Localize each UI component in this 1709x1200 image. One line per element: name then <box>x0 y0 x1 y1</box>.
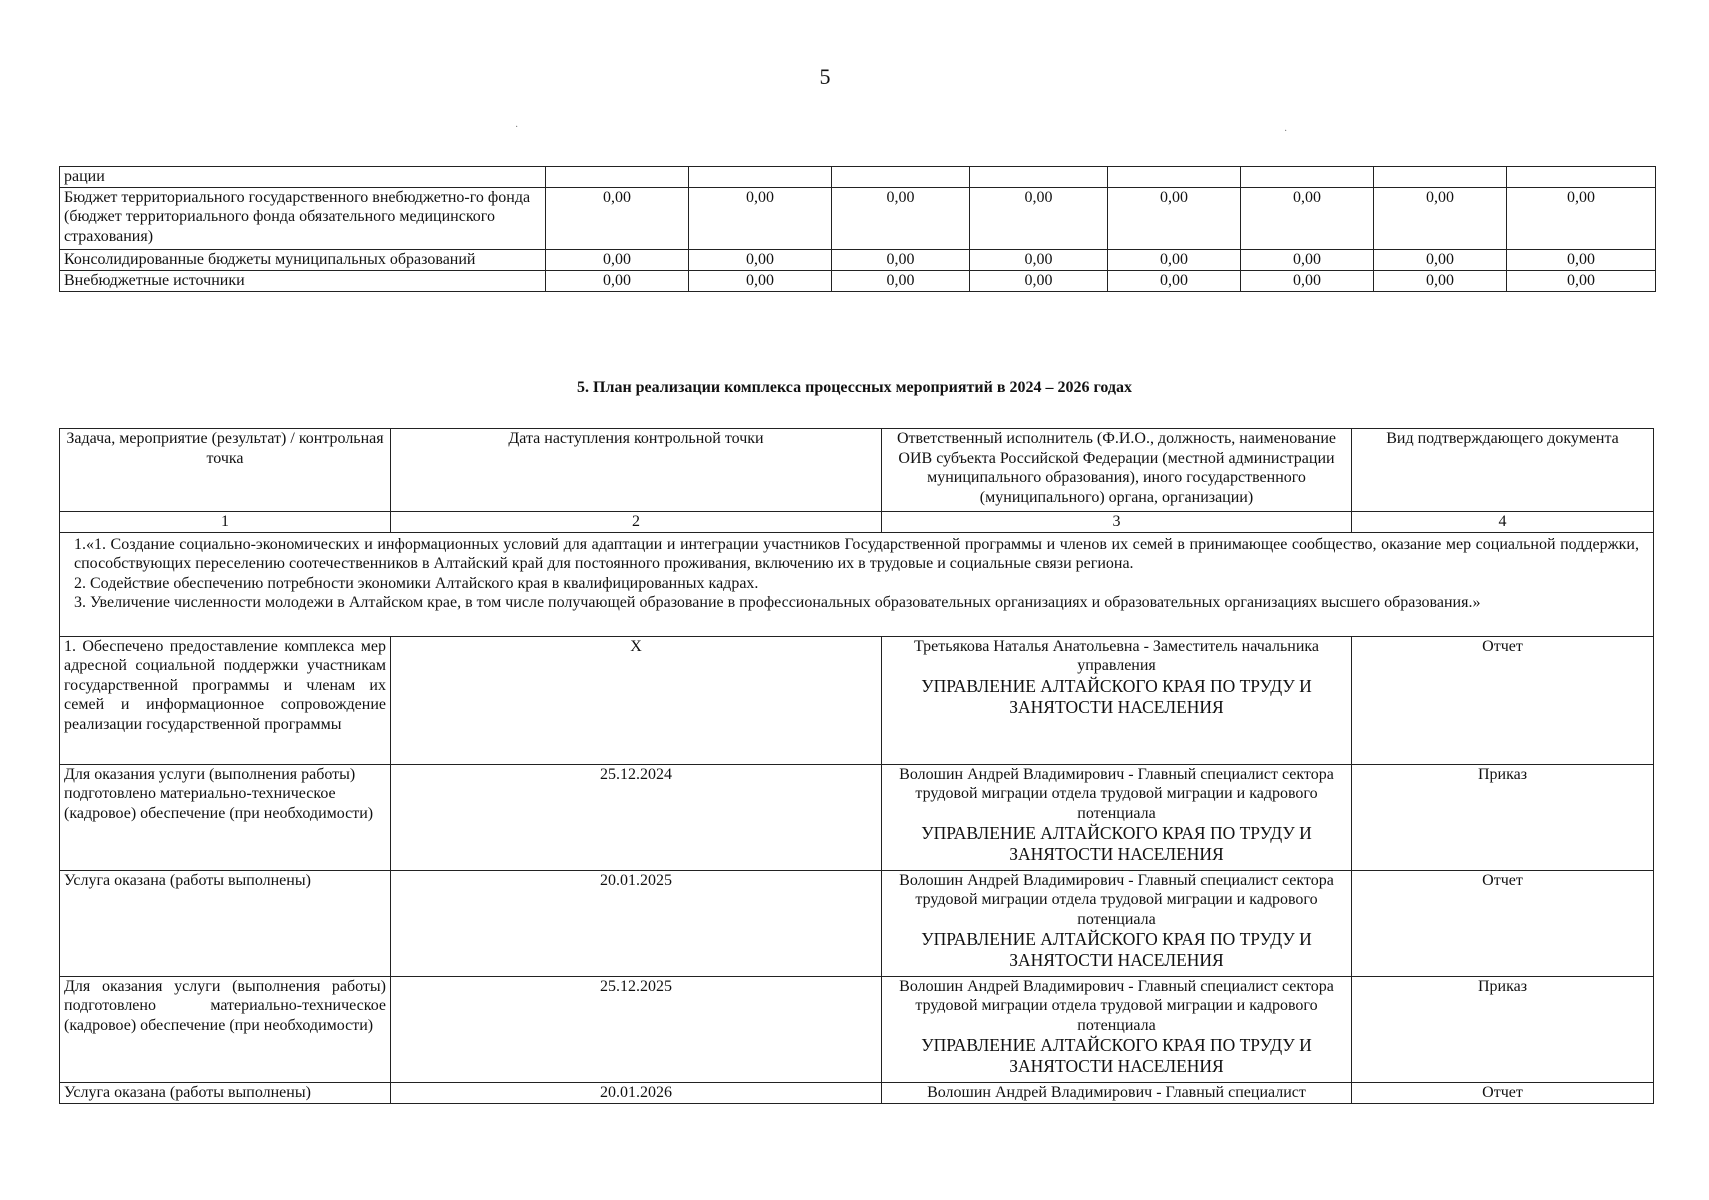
task-description <box>60 532 1654 636</box>
plan-responsible <box>882 870 1352 976</box>
header-date: Дата наступления контрольной точки <box>391 429 882 512</box>
task-line: 1.«1. Создание социально-экономических и информационных условий для адаптации и интеграции участников Государственной программы и членов их семей в принимающее сообщество, оказание мер социальной поддержки, способствующих переселению соотечественников в Алтайский край для постоянного проживания, включению их в трудовые и социальные связи региона. <box>74 535 1639 573</box>
header-responsible: Ответственный исполнитель (Ф.И.О., должность, наименование ОИВ субъекта Российской Федерации (местной администрации муниципального образования), иного государственного (муниципального) органа, организации) <box>882 429 1352 512</box>
plan-document: Отчет <box>1352 1082 1654 1103</box>
scan-artifact: · <box>515 122 519 133</box>
finance-value: 0,00 <box>1374 187 1507 249</box>
plan-row <box>60 636 1654 764</box>
plan-header-row <box>60 429 1654 512</box>
finance-value: 0,00 <box>832 187 970 249</box>
finance-value: 0,00 <box>1374 249 1507 270</box>
responsible-org: УПРАВЛЕНИЕ АЛТАЙСКОГО КРАЯ ПО ТРУДУ И ЗАНЯТОСТИ НАСЕЛЕНИЯ <box>921 823 1312 865</box>
plan-document: Отчет <box>1352 870 1654 976</box>
finance-value: 0,00 <box>970 187 1108 249</box>
finance-value <box>832 167 970 188</box>
finance-row <box>60 270 1656 291</box>
responsible-org: УПРАВЛЕНИЕ АЛТАЙСКОГО КРАЯ ПО ТРУДУ И ЗАНЯТОСТИ НАСЕЛЕНИЯ <box>921 675 1312 717</box>
finance-value: 0,00 <box>689 249 832 270</box>
responsible-person: Волошин Андрей Владимирович - Главный специалист <box>927 1083 1306 1101</box>
responsible-org: УПРАВЛЕНИЕ АЛТАЙСКОГО КРАЯ ПО ТРУДУ И ЗАНЯТОСТИ НАСЕЛЕНИЯ <box>921 1035 1312 1077</box>
plan-table <box>59 428 1654 1104</box>
finance-value: 0,00 <box>1507 270 1656 291</box>
finance-value: 0,00 <box>970 270 1108 291</box>
responsible-person: Волошин Андрей Владимирович - Главный специалист сектора трудовой миграции отдела трудовой миграции и кадрового потенциала <box>899 977 1334 1034</box>
plan-responsible <box>882 636 1352 764</box>
task-line: 2. Содействие обеспечению потребности экономики Алтайского края в квалифицированных кадрах. <box>74 574 759 592</box>
finance-value: 0,00 <box>970 249 1108 270</box>
finance-value: 0,00 <box>832 249 970 270</box>
finance-row <box>60 187 1656 249</box>
finance-row <box>60 249 1656 270</box>
finance-value: 0,00 <box>1374 270 1507 291</box>
finance-value: 0,00 <box>1108 270 1241 291</box>
finance-value <box>1507 167 1656 188</box>
header-document: Вид подтверждающего документа <box>1352 429 1654 512</box>
plan-date: X <box>391 636 882 764</box>
finance-value: 0,00 <box>1108 187 1241 249</box>
plan-item: 1. Обеспечено предоставление комплекса мер адресной социальной поддержки участникам государственной программы и членам их семей и информационное сопровождение реализации государственной программы <box>60 636 391 764</box>
plan-date: 25.12.2025 <box>391 976 882 1082</box>
finance-value: 0,00 <box>1507 249 1656 270</box>
plan-item: Услуга оказана (работы выполнены) <box>60 1082 391 1103</box>
finance-value <box>1241 167 1374 188</box>
task-line: 3. Увеличение численности молодежи в Алтайском крае, в том числе получающей образование в профессиональных образовательных организациях и образовательных организациях высшего образования.» <box>74 594 1481 612</box>
finance-value: 0,00 <box>1108 249 1241 270</box>
finance-value: 0,00 <box>546 187 689 249</box>
finance-value: 0,00 <box>832 270 970 291</box>
finance-value: 0,00 <box>1241 187 1374 249</box>
plan-colnum-row <box>60 512 1654 533</box>
finance-value: 0,00 <box>546 249 689 270</box>
plan-date: 20.01.2025 <box>391 870 882 976</box>
finance-value <box>689 167 832 188</box>
finance-table <box>59 166 1656 292</box>
plan-responsible <box>882 976 1352 1082</box>
finance-value: 0,00 <box>546 270 689 291</box>
plan-task-row <box>60 532 1654 636</box>
finance-row-label: Внебюджетные источники <box>60 270 546 291</box>
finance-value: 0,00 <box>689 270 832 291</box>
col-number: 4 <box>1352 512 1654 533</box>
plan-item: Для оказания услуги (выполнения работы) подготовлено материально-техническое (кадровое) обеспечение (при необходимости) <box>60 764 391 870</box>
responsible-person: Волошин Андрей Владимирович - Главный специалист сектора трудовой миграции отдела трудовой миграции и кадрового потенциала <box>899 871 1334 928</box>
col-number: 2 <box>391 512 882 533</box>
plan-item: Для оказания услуги (выполнения работы) подготовлено материально-техническое (кадровое) обеспечение (при необходимости) <box>60 976 391 1082</box>
finance-value: 0,00 <box>689 187 832 249</box>
plan-document: Приказ <box>1352 976 1654 1082</box>
plan-row <box>60 870 1654 976</box>
finance-value: 0,00 <box>1507 187 1656 249</box>
section-title: 5. План реализации комплекса процессных мероприятий в 2024 – 2026 годах <box>577 379 1132 396</box>
plan-row <box>60 764 1654 870</box>
plan-item: Услуга оказана (работы выполнены) <box>60 870 391 976</box>
finance-row <box>60 167 1656 188</box>
plan-row <box>60 1082 1654 1103</box>
finance-value: 0,00 <box>1241 249 1374 270</box>
responsible-person: Третьякова Наталья Анатольевна - Заместитель начальника управления <box>913 637 1320 675</box>
finance-row-label: Консолидированные бюджеты муниципальных образований <box>60 249 546 270</box>
finance-row-label: Бюджет территориального государственного внебюджетно-го фонда (бюджет территориального фонда обязательного медицинского страхования) <box>60 187 546 249</box>
header-task: Задача, мероприятие (результат) / контрольная точка <box>60 429 391 512</box>
plan-responsible <box>882 764 1352 870</box>
responsible-person: Волошин Андрей Владимирович - Главный специалист сектора трудовой миграции отдела трудовой миграции и кадрового потенциала <box>899 765 1334 822</box>
page-number: 5 <box>819 64 831 89</box>
plan-date: 25.12.2024 <box>391 764 882 870</box>
finance-value: 0,00 <box>1241 270 1374 291</box>
plan-date: 20.01.2026 <box>391 1082 882 1103</box>
plan-row <box>60 976 1654 1082</box>
col-number: 3 <box>882 512 1352 533</box>
col-number: 1 <box>60 512 391 533</box>
finance-row-label: рации <box>60 167 546 188</box>
scan-artifact: · <box>1284 126 1288 137</box>
plan-responsible <box>882 1082 1352 1103</box>
finance-value <box>1374 167 1507 188</box>
plan-document: Приказ <box>1352 764 1654 870</box>
responsible-org: УПРАВЛЕНИЕ АЛТАЙСКОГО КРАЯ ПО ТРУДУ И ЗАНЯТОСТИ НАСЕЛЕНИЯ <box>921 929 1312 971</box>
finance-value <box>546 167 689 188</box>
finance-value <box>970 167 1108 188</box>
plan-document: Отчет <box>1352 636 1654 764</box>
finance-value <box>1108 167 1241 188</box>
